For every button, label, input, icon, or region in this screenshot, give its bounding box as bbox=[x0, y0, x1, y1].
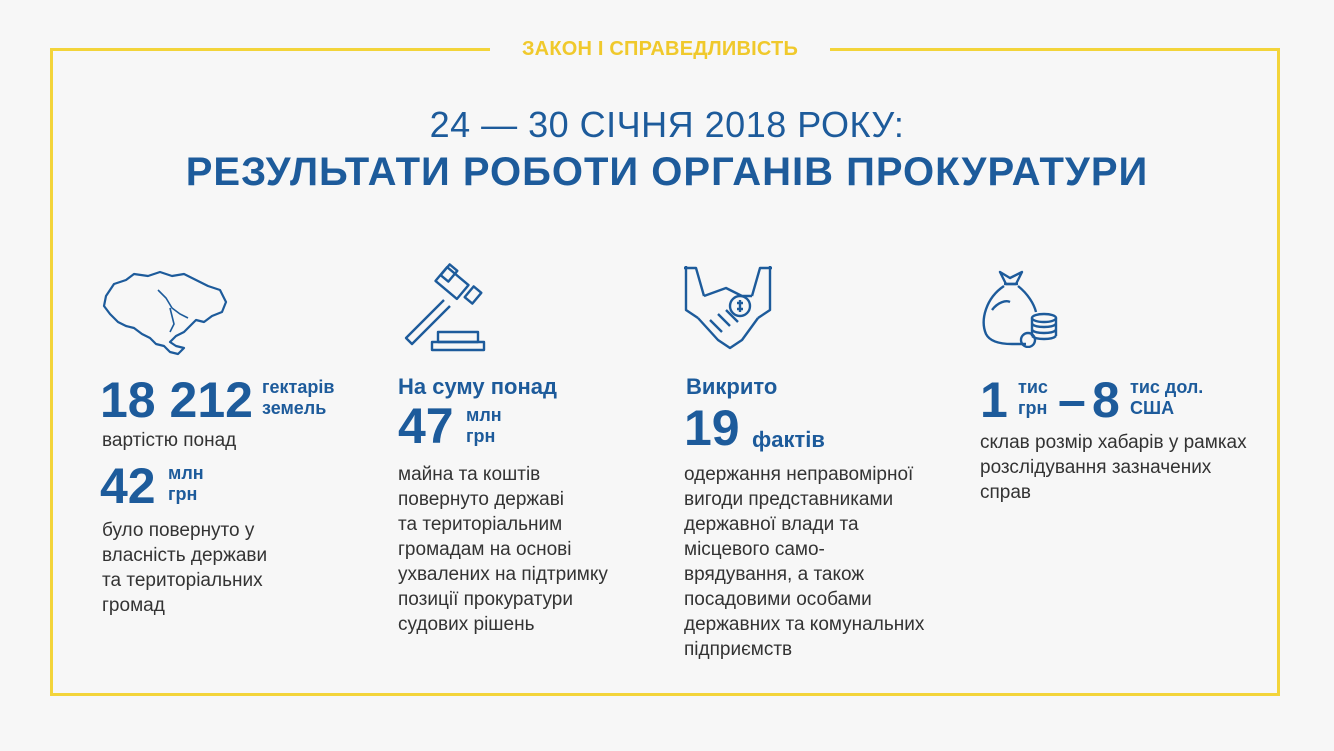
col4-text bbox=[980, 430, 1247, 505]
col2-value: 47 bbox=[398, 398, 454, 454]
col1-text-2 bbox=[102, 518, 267, 618]
text-line: майна та коштів bbox=[398, 464, 541, 485]
col3-lead: Викрито bbox=[686, 374, 778, 399]
text-line: повернуто державі bbox=[398, 489, 565, 510]
col3-text bbox=[684, 462, 924, 662]
ukraine-map-icon bbox=[100, 268, 230, 361]
col3-unit: фактів bbox=[752, 427, 825, 452]
text-line: державної влади та bbox=[684, 514, 859, 535]
text-line: власність держави bbox=[102, 545, 268, 566]
col4-unit-2-line1: тис дол. bbox=[1130, 377, 1204, 397]
text-line: та територіальних bbox=[102, 570, 263, 591]
section-label: ЗАКОН І СПРАВЕДЛИВІСТЬ bbox=[490, 36, 830, 62]
col1-unit-2-line2: грн bbox=[168, 484, 198, 504]
handshake-money-icon bbox=[682, 262, 774, 357]
text-line: одержання неправомірної bbox=[684, 464, 914, 485]
text-line: склав розмір хабарів у рамках bbox=[980, 432, 1247, 453]
col3-value: 19 bbox=[684, 400, 740, 456]
text-line: ухвалених на підтримку bbox=[398, 564, 608, 585]
col2-text bbox=[398, 462, 608, 637]
text-line: вигоди представниками bbox=[684, 489, 894, 510]
col2-unit-line2: грн bbox=[466, 426, 496, 446]
col4-unit-2-line2: США bbox=[1130, 398, 1175, 418]
col2-unit-line1: млн bbox=[466, 405, 502, 425]
col4-dash: – bbox=[1058, 372, 1086, 428]
date-line: 24 — 30 СІЧНЯ 2018 РОКУ: bbox=[429, 104, 905, 145]
main-title: РЕЗУЛЬТАТИ РОБОТИ ОРГАНІВ ПРОКУРАТУРИ bbox=[185, 150, 1149, 194]
text-line: громад bbox=[102, 595, 165, 616]
col1-unit-2-line1: млн bbox=[168, 463, 204, 483]
col4-value-2: 8 bbox=[1092, 372, 1120, 428]
text-line: врядування, а також bbox=[684, 564, 865, 585]
hectares-value: 18 212 bbox=[100, 372, 253, 428]
col4-unit-1-line2: грн bbox=[1018, 398, 1048, 418]
money-bag-icon bbox=[978, 268, 1062, 353]
text-line: державних та комунальних bbox=[684, 614, 925, 635]
text-line: та територіальним bbox=[398, 514, 563, 535]
col1-text-1: вартістю понад bbox=[102, 430, 237, 451]
text-line: справ bbox=[980, 482, 1032, 503]
gavel-icon bbox=[398, 262, 493, 359]
text-line: позиції прокуратури bbox=[398, 589, 573, 610]
hectares-unit-line1: гектарів bbox=[262, 377, 335, 397]
col2-lead: На суму понад bbox=[398, 374, 557, 399]
text-line: було повернуто у bbox=[102, 520, 255, 541]
text-line: підприємств bbox=[684, 639, 793, 660]
hectares-unit-line2: земель bbox=[262, 398, 327, 418]
text-line: місцевого само- bbox=[684, 539, 825, 560]
col4-unit-1-line1: тис bbox=[1018, 377, 1048, 397]
text-line: посадовими особами bbox=[684, 589, 872, 610]
text-line: розслідування зазначених bbox=[980, 457, 1212, 478]
text-line: громадам на основі bbox=[398, 539, 572, 560]
text-line: судових рішень bbox=[398, 614, 535, 635]
col1-value-2: 42 bbox=[100, 458, 156, 514]
col4-value-1: 1 bbox=[980, 372, 1008, 428]
